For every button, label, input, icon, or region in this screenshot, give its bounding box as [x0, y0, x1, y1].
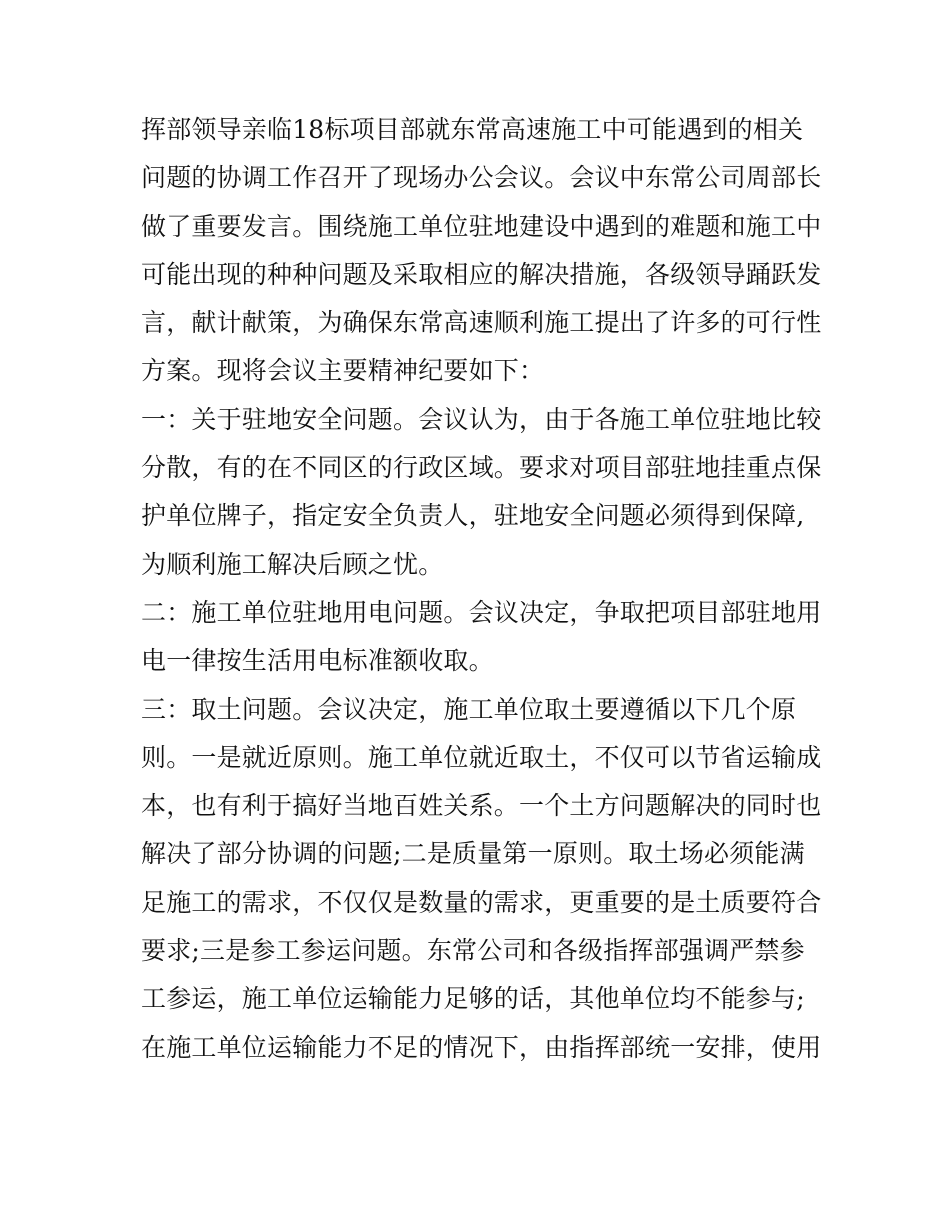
text-line: 问题的协调工作召开了现场办公会议。会议中东常公司周部长	[141, 163, 822, 193]
text-line: 为顺利施工解决后顾之忧。	[141, 549, 444, 579]
text-line: 本，也有利于搞好当地百姓关系。一个土方问题解决的同时也	[141, 791, 822, 821]
text-line: 要求;三是参工参运问题。东常公司和各级指挥部强调严禁参	[141, 936, 805, 966]
text-line: 二：施工单位驻地用电问题。会议决定，争取把项目部驻地用	[141, 597, 822, 627]
text-line: 工参运，施工单位运输能力足够的话，其他单位均不能参与;	[141, 984, 805, 1014]
text-line: 可能出现的种种问题及采取相应的解决措施，各级领导踊跃发	[141, 259, 822, 289]
text-line: 言，献计献策，为确保东常高速顺利施工提出了许多的可行性	[141, 308, 822, 338]
text-line: 足施工的需求，不仅仅是数量的需求，更重要的是土质要符合	[141, 887, 822, 917]
text-line: 一：关于驻地安全问题。会议认为，由于各施工单位驻地比较	[141, 404, 822, 434]
text-line: 三：取土问题。会议决定，施工单位取土要遵循以下几个原	[141, 694, 797, 724]
text-line: 则。一是就近原则。施工单位就近取土，不仅可以节省运输成	[141, 742, 822, 772]
text-line: 护单位牌子，指定安全负责人，驻地安全问题必须得到保障,	[141, 501, 805, 531]
text-line: 做了重要发言。围绕施工单位驻地建设中遇到的难题和施工中	[141, 211, 822, 241]
text-line: 分散，有的在不同区的行政区域。要求对项目部驻地挂重点保	[141, 453, 822, 483]
text-line: 方案。现将会议主要精神纪要如下：	[141, 356, 545, 386]
text-line: 挥部领导亲临18标项目部就东常高速施工中可能遇到的相关	[141, 115, 804, 144]
text-line: 解决了部分协调的问题;二是质量第一原则。取土场必须能满	[141, 839, 805, 869]
text-line: 电一律按生活用电标准额收取。	[141, 646, 494, 676]
text-line: 在施工单位运输能力不足的情况下，由指挥部统一安排，使用	[141, 1032, 822, 1062]
meeting-minutes-text	[141, 106, 821, 1072]
